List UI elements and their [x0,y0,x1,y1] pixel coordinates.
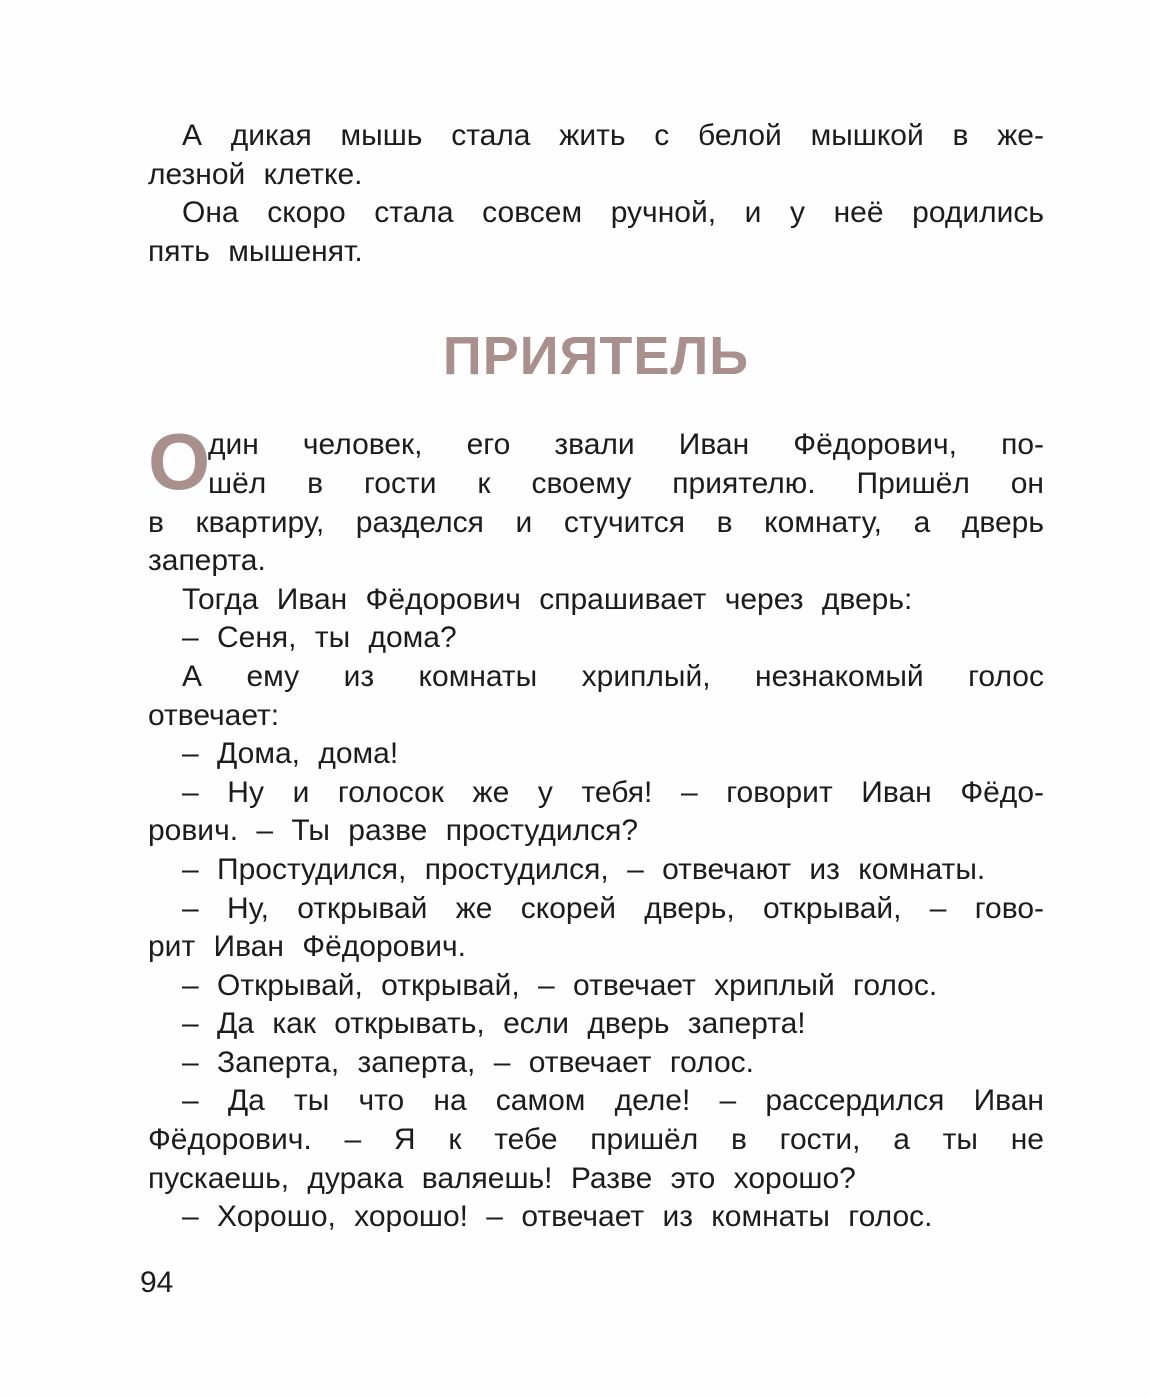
text-line: – Хорошо, хорошо! – отвечает из комнаты голос. [182,1200,933,1234]
text-line: А дикая мышь стала жить с белой мышкой в же- [182,119,1044,152]
text-line: шёл в гости к своему приятелю. Пришёл он [208,466,1044,500]
text-line: – Дома, дома! [182,737,399,771]
text-line: рович. – Ты разве простудился? [148,814,639,848]
text-line: – Ну и голосок же у тебя! – говорит Иван Фёдо- [182,775,1044,809]
text-column [148,0,1044,1237]
text-line: Она скоро стала совсем ручной, и у неё родились [182,196,1044,230]
drop-cap: О [148,417,211,507]
story-body [148,417,1044,1236]
text-line: А ему из комнаты хриплый, незнакомый голос [182,659,1044,693]
text-line: дин человек, его звали Иван Фёдорович, по- [208,428,1044,462]
text-line: – Открывай, открывай, – отвечает хриплый голос. [182,968,938,1002]
text-line: пять мышенят. [148,234,363,268]
text-line: отвечает: [148,698,280,732]
text-line: – Сеня, ты дома? [182,621,457,655]
text-line: рит Иван Фёдорович. [148,930,466,964]
text-line: – Простудился, простудился, – отвечают из комнаты. [182,852,986,886]
story-title: ПРИЯТЕЛЬ [442,326,750,387]
previous-story-ending [148,117,1044,271]
text-line: Тогда Иван Фёдорович спрашивает через дверь: [182,582,913,616]
text-line: пускаешь, дурака валяешь! Разве это хорошо? [148,1161,856,1195]
text-line: Фёдорович. – Я к тебе пришёл в гости, а ты не [148,1123,1044,1157]
text-line: лезной клетке. [148,157,363,191]
text-line: в квартиру, разделся и стучится в комнату, а дверь [148,505,1044,539]
text-line: – Да ты что на самом деле! – рассердился Иван [182,1084,1044,1118]
page-number: 94 [140,1266,174,1299]
text-line: заперта. [148,544,266,578]
text-line: – Заперта, заперта, – отвечает голос. [182,1045,755,1079]
text-line: – Ну, открывай же скорей дверь, открывай, – гово- [182,891,1044,925]
text-line: – Да как открывать, если дверь заперта! [182,1007,806,1041]
